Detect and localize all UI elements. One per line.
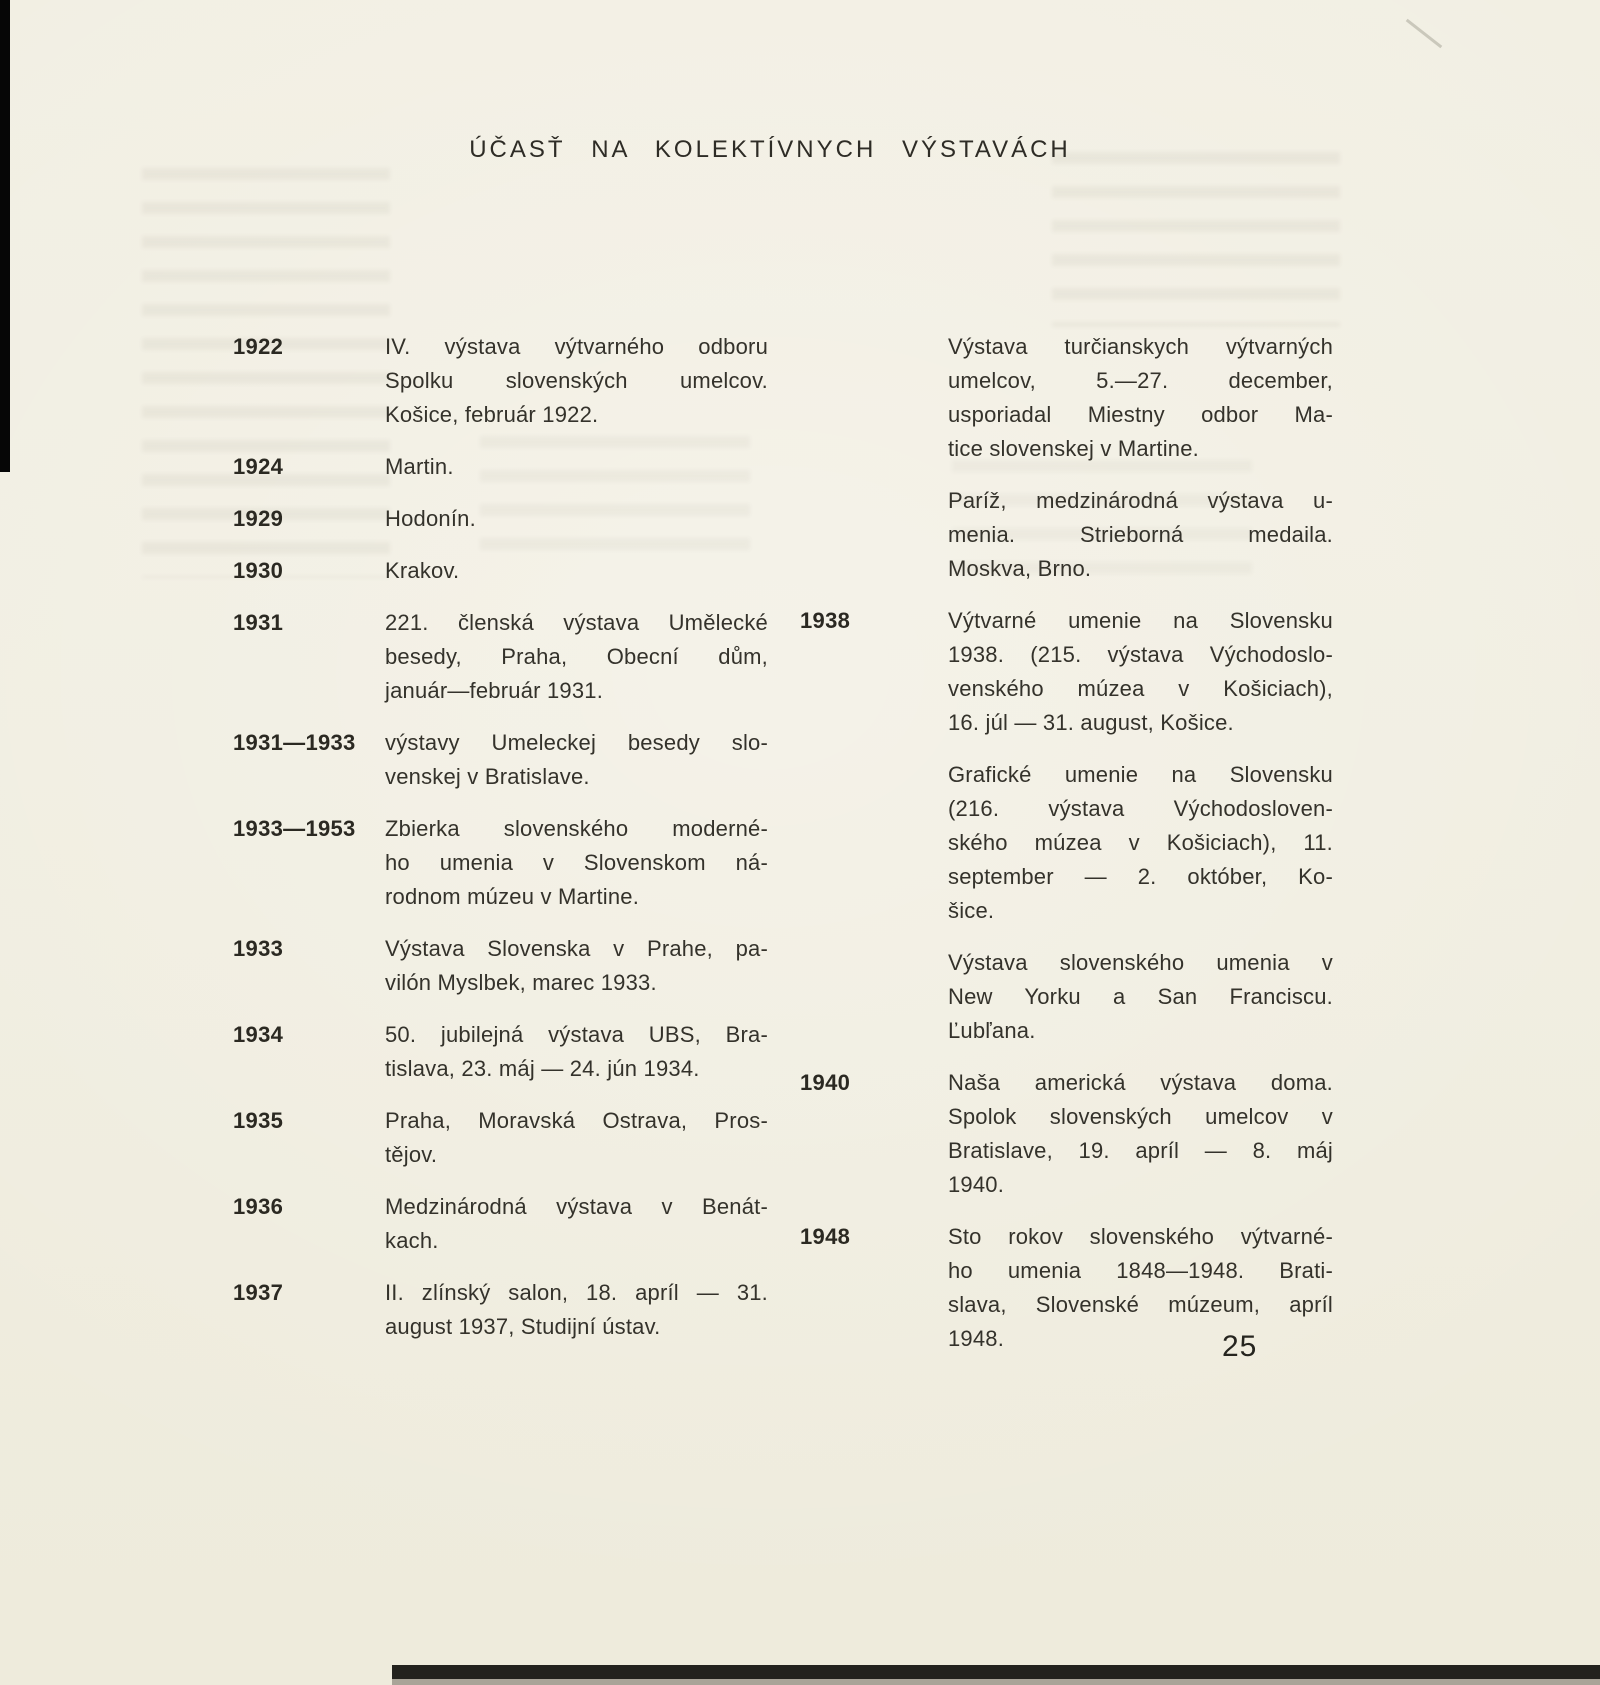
entry-line: 1938. (215. výstava Východoslo- xyxy=(948,642,1333,667)
entry-line: september — 2. október, Ko- xyxy=(948,864,1333,889)
entry-line: besedy, Praha, Obecní dům, xyxy=(385,644,768,669)
entry-line: Spolku slovenských umelcov. xyxy=(385,368,768,393)
exhibition-entry xyxy=(233,330,768,432)
exhibition-entry xyxy=(233,502,768,536)
page-number: 25 xyxy=(1222,1330,1258,1363)
entry-line: rodnom múzeu v Martine. xyxy=(385,884,640,909)
entry-line: Naša americká výstava doma. xyxy=(948,1070,1333,1095)
entry-year: 1934 xyxy=(233,1022,284,1047)
scan-edge-left xyxy=(0,0,10,472)
entry-year: 1940 xyxy=(800,1070,851,1095)
entry-text xyxy=(948,330,1333,466)
entry-text xyxy=(385,1190,768,1258)
entry-line: šice. xyxy=(948,898,995,923)
entry-text xyxy=(948,946,1333,1048)
entry-line: Medzinárodná výstava v Benát- xyxy=(385,1194,768,1219)
exhibition-entry xyxy=(233,1190,768,1258)
entry-line: Zbierka slovenského moderné- xyxy=(385,816,768,841)
entry-line: tějov. xyxy=(385,1142,438,1167)
entry-year: 1922 xyxy=(233,334,284,359)
left-column xyxy=(233,330,768,1362)
entry-text xyxy=(948,758,1333,928)
entry-text xyxy=(385,554,768,588)
entry-text xyxy=(385,932,768,1000)
scan-edge-bottom-shadow xyxy=(392,1679,1600,1685)
entry-line: 50. jubilejná výstava UBS, Bra- xyxy=(385,1022,768,1047)
entry-year: 1936 xyxy=(233,1194,284,1219)
entry-line: Moskva, Brno. xyxy=(948,556,1092,581)
entry-year: 1930 xyxy=(233,558,284,583)
entry-year: 1931 xyxy=(233,610,284,635)
entry-text xyxy=(948,484,1333,586)
entry-line: menia. Strieborná medaila. xyxy=(948,522,1333,547)
entry-line: ského múzea v Košiciach), 11. xyxy=(948,830,1333,855)
exhibition-entry xyxy=(800,1066,1333,1202)
exhibition-entry xyxy=(233,812,768,914)
entry-line: vilón Myslbek, marec 1933. xyxy=(385,970,657,995)
entry-line: Výtvarné umenie na Slovensku xyxy=(948,608,1333,633)
entry-line: Praha, Moravská Ostrava, Pros- xyxy=(385,1108,768,1133)
entry-text xyxy=(385,812,768,914)
entry-line: Krakov. xyxy=(385,558,460,583)
scan-smudge-mark xyxy=(1406,19,1443,48)
entry-line: 221. členská výstava Umělecké xyxy=(385,610,768,635)
entry-year: 1931—1933 xyxy=(233,730,356,755)
entry-line: kach. xyxy=(385,1228,439,1253)
exhibition-entry xyxy=(800,604,1333,740)
exhibition-entry xyxy=(233,450,768,484)
exhibition-entry xyxy=(233,606,768,708)
entry-line: Grafické umenie na Slovensku xyxy=(948,762,1333,787)
exhibition-entry xyxy=(233,1276,768,1344)
entry-year: 1938 xyxy=(800,608,851,633)
entry-line: slava, Slovenské múzeum, apríl xyxy=(948,1292,1333,1317)
entry-line: venskej v Bratislave. xyxy=(385,764,590,789)
entry-line: Výstava turčianskych výtvarných xyxy=(948,334,1333,359)
entry-line: tice slovenskej v Martine. xyxy=(948,436,1199,461)
entry-year xyxy=(800,946,948,1048)
entry-year: 1929 xyxy=(233,506,284,531)
entry-line: august 1937, Studijní ústav. xyxy=(385,1314,661,1339)
entry-line: január—február 1931. xyxy=(385,678,604,703)
entry-line: ho umenia v Slovenskom ná- xyxy=(385,850,768,875)
entry-year xyxy=(800,330,948,466)
entry-text xyxy=(385,330,768,432)
entry-line: Paríž, medzinárodná výstava u- xyxy=(948,488,1333,513)
entry-text xyxy=(385,1104,768,1172)
entry-line: Martin. xyxy=(385,454,454,479)
exhibition-entry xyxy=(800,330,1333,466)
exhibition-entry xyxy=(233,932,768,1000)
entry-year: 1924 xyxy=(233,454,284,479)
page-title: ÚČASŤ NA KOLEKTÍVNYCH VÝSTAVÁCH xyxy=(469,136,1071,163)
entry-line: Spolok slovenských umelcov v xyxy=(948,1104,1333,1129)
exhibition-entry xyxy=(800,484,1333,586)
entry-line: usporiadal Miestny odbor Ma- xyxy=(948,402,1333,427)
entry-year: 1933 xyxy=(233,936,284,961)
entry-line: 16. júl — 31. august, Košice. xyxy=(948,710,1234,735)
entry-line: 1948. xyxy=(948,1326,1005,1351)
entry-line: venského múzea v Košiciach), xyxy=(948,676,1333,701)
entry-text xyxy=(385,726,768,794)
exhibition-entry xyxy=(233,726,768,794)
exhibition-entry xyxy=(233,554,768,588)
entry-text xyxy=(385,502,768,536)
entry-year: 1935 xyxy=(233,1108,284,1133)
entry-text xyxy=(948,1066,1333,1202)
entry-year: 1948 xyxy=(800,1224,851,1249)
entry-line: Výstava Slovenska v Prahe, pa- xyxy=(385,936,768,961)
exhibition-entry xyxy=(233,1104,768,1172)
entry-text xyxy=(948,1220,1333,1356)
entry-text xyxy=(385,1018,768,1086)
entry-line: Ľubľana. xyxy=(948,1018,1036,1043)
entry-line: tislava, 23. máj — 24. jún 1934. xyxy=(385,1056,700,1081)
entry-line: Hodonín. xyxy=(385,506,476,531)
scan-edge-bottom xyxy=(392,1665,1600,1679)
entry-line: (216. výstava Východosloven- xyxy=(948,796,1333,821)
entry-line: Košice, február 1922. xyxy=(385,402,599,427)
right-column xyxy=(800,330,1333,1374)
entry-line: IV. výstava výtvarného odboru xyxy=(385,334,768,359)
exhibition-entry xyxy=(800,946,1333,1048)
entry-line: II. zlínský salon, 18. apríl — 31. xyxy=(385,1280,768,1305)
entry-line: 1940. xyxy=(948,1172,1005,1197)
entry-year xyxy=(800,484,948,586)
exhibition-entry xyxy=(233,1018,768,1086)
entry-year: 1937 xyxy=(233,1280,284,1305)
entry-line: ho umenia 1848—1948. Brati- xyxy=(948,1258,1333,1283)
entry-text xyxy=(385,606,768,708)
entry-line: Výstava slovenského umenia v xyxy=(948,950,1333,975)
entry-year xyxy=(800,758,948,928)
show-through-ghosting xyxy=(1052,152,1340,327)
entry-line: New Yorku a San Franciscu. xyxy=(948,984,1333,1009)
entry-line: výstavy Umeleckej besedy slo- xyxy=(385,730,768,755)
entry-text xyxy=(385,450,768,484)
entry-text xyxy=(948,604,1333,740)
entry-year: 1933—1953 xyxy=(233,816,356,841)
exhibition-entry xyxy=(800,758,1333,928)
entry-line: Sto rokov slovenského výtvarné- xyxy=(948,1224,1333,1249)
entry-text xyxy=(385,1276,768,1344)
entry-line: Bratislave, 19. apríl — 8. máj xyxy=(948,1138,1333,1163)
entry-line: umelcov, 5.—27. december, xyxy=(948,368,1333,393)
